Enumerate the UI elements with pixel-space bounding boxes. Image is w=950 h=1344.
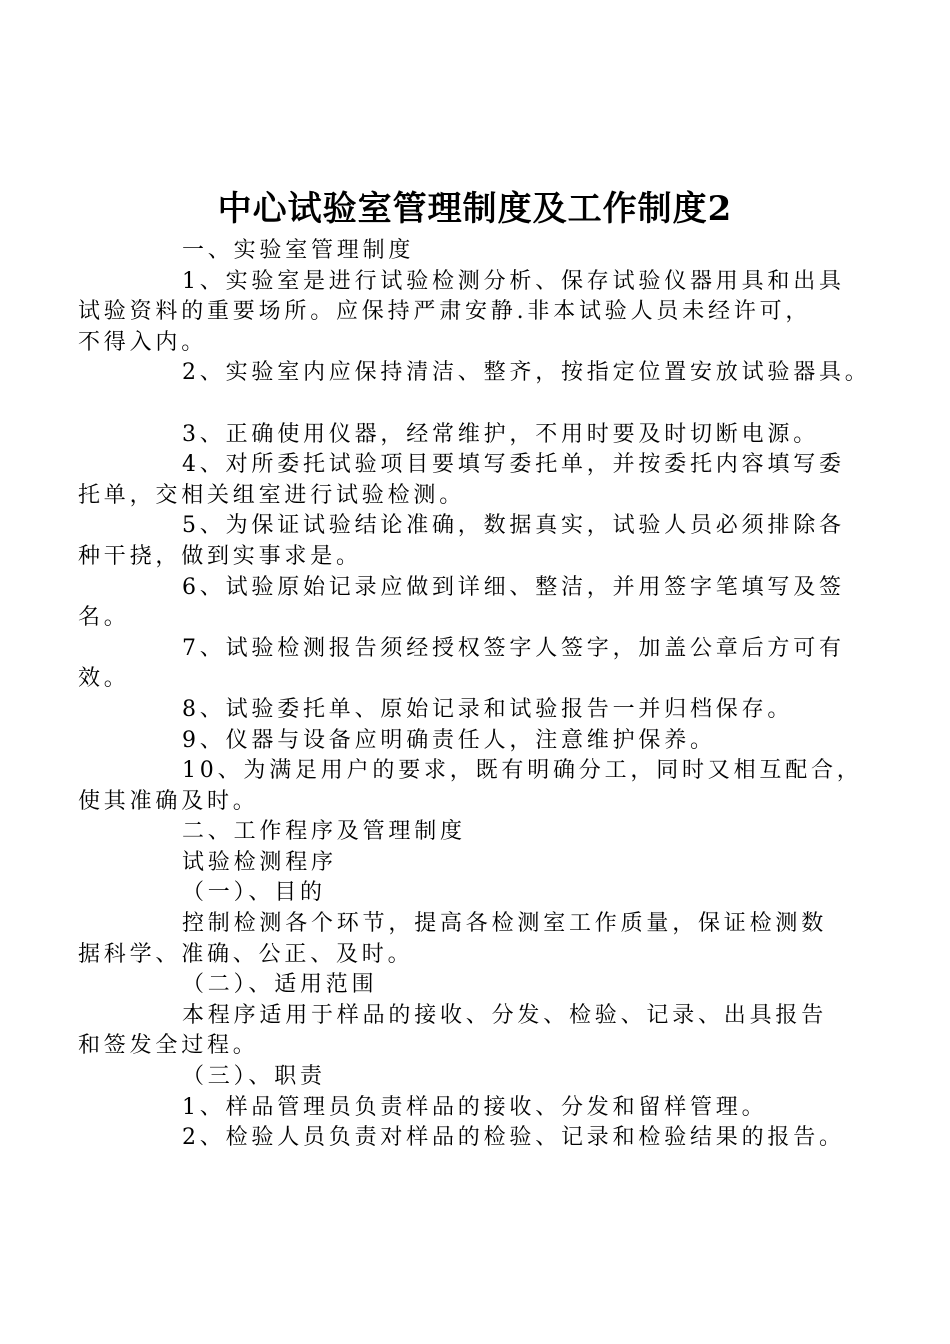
text-line: 2、实验室内应保持清洁、整齐，按指定位置安放试验器具。 bbox=[182, 360, 871, 386]
clause-body-scope bbox=[78, 1001, 855, 1062]
rule-item-7 bbox=[78, 634, 855, 695]
text-line: （三）、职责 bbox=[182, 1064, 326, 1090]
rule-item-10 bbox=[78, 756, 863, 817]
text-line: （一）、目的 bbox=[182, 880, 326, 906]
text-line: 二、工作程序及管理制度 bbox=[182, 819, 466, 845]
text-line: 不得入内。 bbox=[78, 329, 208, 355]
text-line: 种干挠，做到实事求是。 bbox=[78, 543, 362, 569]
clause-body-purpose bbox=[78, 909, 855, 970]
rule-item-3 bbox=[130, 420, 855, 451]
document-title: 中心试验室管理制度及工作制度2 bbox=[217, 189, 733, 229]
text-line: （二）、适用范围 bbox=[182, 972, 378, 998]
text-line: 一、实验室管理制度 bbox=[182, 238, 415, 263]
text-line: 使其准确及时。 bbox=[78, 788, 259, 814]
text-line: 6、试验原始记录应做到详细、整洁，并用签字笔填写及签 bbox=[182, 574, 845, 600]
text-line: 9、仪器与设备应明确责任人，注意维护保养。 bbox=[182, 727, 716, 753]
text-line: 7、试验检测报告须经授权签字人签字，加盖公章后方可有 bbox=[182, 635, 845, 661]
text-line: 8、试验委托单、原始记录和试验报告一并归档保存。 bbox=[182, 696, 794, 722]
clause-heading-duties bbox=[130, 1062, 855, 1093]
rule-item-6 bbox=[78, 573, 855, 634]
text-line: 本程序适用于样品的接收、分发、检验、记录、出具报告 bbox=[182, 1002, 828, 1028]
rule-item-8 bbox=[130, 695, 855, 726]
rule-item-2 bbox=[130, 358, 871, 389]
blank-line bbox=[130, 389, 855, 420]
section-heading-1 bbox=[130, 236, 855, 267]
duty-item-1 bbox=[130, 1093, 855, 1124]
rule-item-9 bbox=[130, 726, 855, 757]
clause-heading-purpose bbox=[130, 878, 855, 909]
clause-heading-scope bbox=[130, 970, 855, 1001]
text-line: 控制检测各个环节，提高各检测室工作质量，保证检测数 bbox=[182, 911, 828, 937]
duty-item-2 bbox=[130, 1123, 855, 1154]
subsection-heading bbox=[130, 848, 855, 879]
text-line: 2、检验人员负责对样品的检验、记录和检验结果的报告。 bbox=[182, 1125, 845, 1151]
text-line: 据科学、准确、公正、及时。 bbox=[78, 941, 414, 967]
text-line: 试验检测程序 bbox=[182, 849, 337, 875]
document-body bbox=[78, 236, 871, 1154]
text-line: 5、为保证试验结论准确，数据真实，试验人员必须排除各 bbox=[182, 513, 845, 539]
text-line: 效。 bbox=[78, 666, 130, 692]
text-line: 名。 bbox=[78, 605, 130, 631]
text-line: 1、样品管理员负责样品的接收、分发和留样管理。 bbox=[182, 1094, 768, 1120]
rule-item-5 bbox=[78, 511, 855, 572]
section-heading-2 bbox=[130, 817, 855, 848]
text-line: 试验资料的重要场所。应保持严肃安静.非本试验人员未经许可， bbox=[78, 299, 812, 325]
text-line: 和签发全过程。 bbox=[78, 1033, 259, 1059]
rule-item-1 bbox=[78, 267, 855, 359]
text-line: 1、实验室是进行试验检测分析、保存试验仪器用具和出具 bbox=[182, 268, 845, 294]
text-line: 4、对所委托试验项目要填写委托单，并按委托内容填写委 bbox=[182, 452, 845, 478]
rule-item-4 bbox=[78, 450, 855, 511]
text-line: 10、为满足用户的要求，既有明确分工，同时又相互配合， bbox=[182, 758, 863, 784]
text-line: 3、正确使用仪器，经常维护，不用时要及时切断电源。 bbox=[182, 421, 819, 447]
text-line: 托单，交相关组室进行试验检测。 bbox=[78, 482, 466, 508]
